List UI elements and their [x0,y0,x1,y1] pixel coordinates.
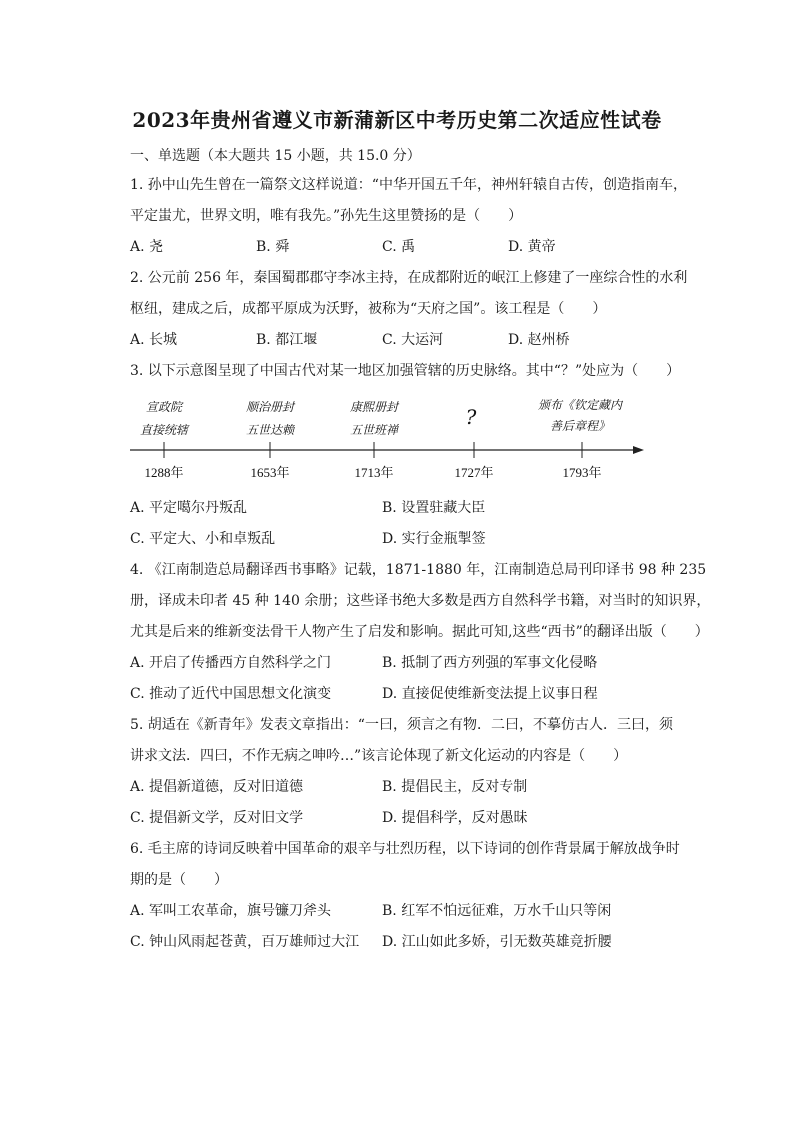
timeline-label-bottom: 五世班禅 [349,423,399,437]
timeline-event-1727 [454,405,493,480]
question-3-line-1: 3. 以下示意图呈现了中国古代对某一地区加强管辖的历史脉络。其中“？”处应为（ ） [130,363,681,379]
timeline-question-mark: ? [465,405,477,429]
question-3-option-c[interactable]: C. 平定大、小和卓叛乱 [130,531,276,547]
timeline-year: 1793年 [562,465,602,480]
timeline-year: 1713年 [354,465,394,480]
timeline-label-top: 顺治册封 [245,400,295,414]
question-6-option-d[interactable]: D. 江山如此多娇，引无数英雄竞折腰 [382,934,612,950]
timeline-event-1713 [350,400,400,480]
timeline-diagram [126,390,646,486]
timeline-arrow-icon [633,446,644,454]
question-6-option-a[interactable]: A. 军叫工农革命，旗号镰刀斧头 [130,903,332,919]
question-1-line-2: 平定蚩尤，世界文明，唯有我先。”孙先生这里赞扬的是（ ） [130,208,523,224]
question-3-option-a[interactable]: A. 平定噶尔丹叛乱 [130,500,248,516]
question-5-option-d[interactable]: D. 提倡科学，反对愚昧 [382,810,528,826]
question-6-option-c[interactable]: C. 钟山风雨起苍黄，百万雄师过大江 [130,934,360,950]
question-5-line-2: 讲求文法．四曰，不作无病之呻吟…”该言论体现了新文化运动的内容是（ ） [130,748,628,764]
timeline-event-1653 [246,400,296,480]
question-6-line-2: 期的是（ ） [130,872,228,888]
question-4-line-1: 4. 《江南制造总局翻译西书事略》记载，1871-1880 年，江南制造总局刊印译书 98 种 235 [130,562,707,578]
question-3-option-b[interactable]: B. 设置驻藏大臣 [382,500,486,516]
question-6-line-1: 6. 毛主席的诗词反映着中国革命的艰辛与壮烈历程，以下诗词的创作背景属于解放战争时 [130,841,680,857]
timeline-label-bottom: 五世达赖 [245,423,295,437]
question-2-option-c[interactable]: C. 大运河 [382,332,444,348]
question-1-option-d[interactable]: D. 黄帝 [508,239,556,255]
timeline-year: 1288年 [144,465,184,480]
question-6-option-b[interactable]: B. 红军不怕远征难，万水千山只等闲 [382,903,612,919]
timeline-year: 1727年 [454,465,494,480]
question-4-option-a[interactable]: A. 开启了传播西方自然科学之门 [130,655,332,671]
question-1-line-1: 1. 孙中山先生曾在一篇祭文这样说道：“中华开国五千年，神州轩辕自古传，创造指南车， [130,177,687,193]
question-1-option-a[interactable]: A. 尧 [130,239,164,255]
question-5-option-b[interactable]: B. 提倡民主，反对专制 [382,779,528,795]
page-title: 2023年贵州省遵义市新蒲新区中考历史第二次适应性试卷 [132,108,662,132]
question-5-option-a[interactable]: A. 提倡新道德，反对旧道德 [130,779,304,795]
timeline-label-bottom: 直接统辖 [139,423,189,437]
question-2-option-a[interactable]: A. 长城 [130,332,178,348]
question-5-option-c[interactable]: C. 提倡新文学，反对旧文学 [130,810,304,826]
question-2-line-1: 2. 公元前 256 年，秦国蜀郡郡守李冰主持，在成都附近的岷江上修建了一座综合性的水利 [130,270,688,286]
question-5-line-1: 5. 胡适在《新青年》发表文章指出：“一曰，须言之有物．二曰，不摹仿古人．三曰，须 [130,717,673,733]
question-1-option-c[interactable]: C. 禹 [382,239,416,255]
timeline-label-top: 颁布《钦定藏内 [537,398,623,412]
question-2-option-b[interactable]: B. 都江堰 [256,332,318,348]
question-4-line-3: 尤其是后来的维新变法骨干人物产生了启发和影响。据此可知,这些“西书”的翻译出版（ ） [130,624,709,640]
section-heading: 一、单选题（本大题共 15 小题，共 15.0 分） [130,148,421,164]
question-4-option-d[interactable]: D. 直接促使维新变法提上议事日程 [382,686,598,702]
timeline-year: 1653年 [250,465,290,480]
timeline-event-1793 [538,398,624,480]
question-4-option-b[interactable]: B. 抵制了西方列强的军事文化侵略 [382,655,598,671]
question-2-option-d[interactable]: D. 赵州桥 [508,332,570,348]
question-4-line-2: 册，译成未印者 45 种 140 余册；这些译书绝大多数是西方自然科学书籍，对当时的知识界， [130,593,711,609]
question-3-option-d[interactable]: D. 实行金瓶掣签 [382,531,486,547]
timeline-event-1288 [140,400,190,480]
timeline-label-top: 宣政院 [145,400,183,414]
question-1-option-b[interactable]: B. 舜 [256,239,290,255]
question-2-line-2: 枢纽，建成之后，成都平原成为沃野，被称为“天府之国”。该工程是（ ） [130,301,607,317]
timeline-label-top: 康熙册封 [349,400,399,414]
timeline-svg [126,390,646,486]
timeline-label-bottom: 善后章程》 [549,419,611,433]
question-4-option-c[interactable]: C. 推动了近代中国思想文化演变 [130,686,332,702]
